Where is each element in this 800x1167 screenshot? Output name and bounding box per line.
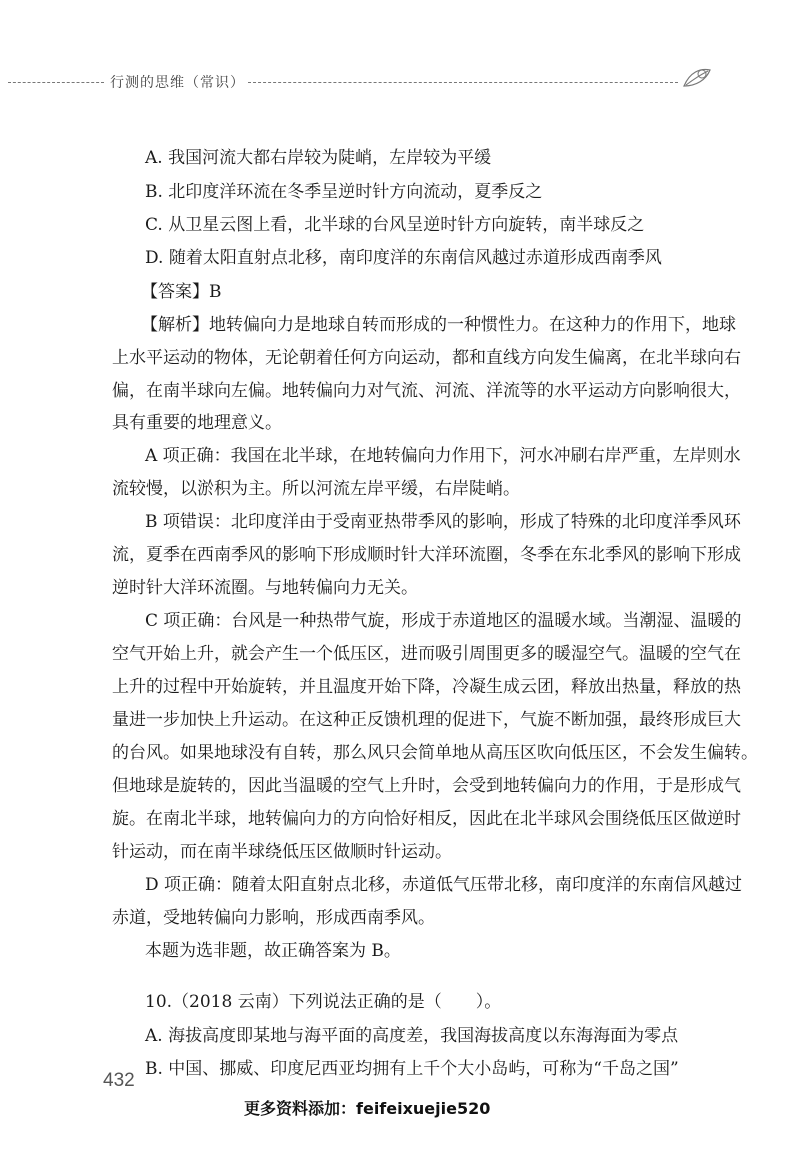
analysis-line: 空气开始上升，就会产生一个低压区，进而吸引周围更多的暖湿空气。温暖的空气在 bbox=[112, 644, 741, 664]
analysis-line: A 项正确：我国在北半球，在地转偏向力作用下，河水冲刷右岸严重，左岸则水 bbox=[145, 446, 741, 466]
analysis-line: C 项正确：台风是一种热带气旋，形成于赤道地区的温暖水域。当潮湿、温暖的 bbox=[145, 611, 742, 631]
option-b: B. 北印度洋环流在冬季呈逆时针方向流动，夏季反之 bbox=[145, 182, 543, 202]
promo-text: 更多资料添加：feifeixuejie520 bbox=[244, 1099, 491, 1118]
page-number: 432 bbox=[103, 1070, 135, 1091]
analysis-line: 旋。在南北半球，地转偏向力的方向恰好相反，因此在北半球风会围绕低压区做逆时 bbox=[112, 809, 741, 829]
option-a: A. 我国河流大都右岸较为陡峭，左岸较为平缓 bbox=[145, 148, 492, 168]
analysis-line: 针运动，而在南半球绕低压区做顺时针运动。 bbox=[112, 842, 452, 862]
option-c: C. 从卫星云图上看，北半球的台风呈逆时针方向旋转，南半球反之 bbox=[145, 215, 645, 235]
analysis-line: 【解析】地转偏向力是地球自转而形成的一种惯性力。在这种力的作用下，地球 bbox=[141, 315, 736, 335]
analysis-line: D 项正确：随着太阳直射点北移，赤道低气压带北移，南印度洋的东南信风越过 bbox=[145, 875, 743, 895]
analysis-line: B 项错误：北印度洋由于受南亚热带季风的影响，形成了特殊的北印度洋季风环 bbox=[145, 512, 741, 532]
analysis-line: 流，夏季在西南季风的影响下形成顺时针大洋环流圈，冬季在东北季风的影响下形成 bbox=[112, 545, 741, 565]
analysis-line: 的台风。如果地球没有自转，那么风只会简单地从高压区吹向低压区，不会发生偏转。 bbox=[112, 743, 758, 763]
analysis-line: 逆时针大洋环流圈。与地转偏向力无关。 bbox=[112, 578, 418, 598]
header-title: 行测的思维（常识） bbox=[110, 75, 245, 91]
answer-label: 【答案】B bbox=[141, 282, 222, 302]
analysis-line: 偏，在南半球向左偏。地转偏向力对气流、河流、洋流等的水平运动方向影响很大， bbox=[112, 381, 741, 401]
running-header bbox=[0, 70, 800, 94]
conclusion-line: 本题为选非题，故正确答案为 B。 bbox=[145, 941, 401, 961]
option-d: D. 随着太阳直射点北移，南印度洋的东南信风越过赤道形成西南季风 bbox=[145, 248, 662, 268]
analysis-line: 但地球是旋转的，因此当温暖的空气上升时，会受到地转偏向力的作用，于是形成气 bbox=[112, 776, 741, 796]
leaf-ornament-icon bbox=[680, 64, 714, 94]
question-10-stem: 10.（2018 云南）下列说法正确的是（ ）。 bbox=[145, 992, 502, 1012]
analysis-line: 上水平运动的物体，无论朝着任何方向运动，都和直线方向发生偏离，在北半球向右 bbox=[112, 348, 741, 368]
header-rule-left bbox=[8, 82, 104, 83]
header-rule-right bbox=[248, 82, 678, 83]
analysis-line: 流较慢，以淤积为主。所以河流左岸平缓，右岸陡峭。 bbox=[112, 479, 520, 499]
analysis-line: 上升的过程中开始旋转，并且温度开始下降，冷凝生成云团，释放出热量，释放的热 bbox=[112, 677, 741, 697]
analysis-line: 具有重要的地理意义。 bbox=[112, 413, 282, 433]
analysis-line: 量进一步加快上升运动。在这种正反馈机理的促进下，气旋不断加强，最终形成巨大 bbox=[112, 710, 741, 730]
question-10-option-a: A. 海拔高度即某地与海平面的高度差，我国海拔高度以东海海面为零点 bbox=[145, 1026, 679, 1046]
question-10-option-b: B. 中国、挪威、印度尼西亚均拥有上千个大小岛屿，可称为“千岛之国” bbox=[145, 1059, 679, 1079]
analysis-line: 赤道，受地转偏向力影响，形成西南季风。 bbox=[112, 908, 435, 928]
